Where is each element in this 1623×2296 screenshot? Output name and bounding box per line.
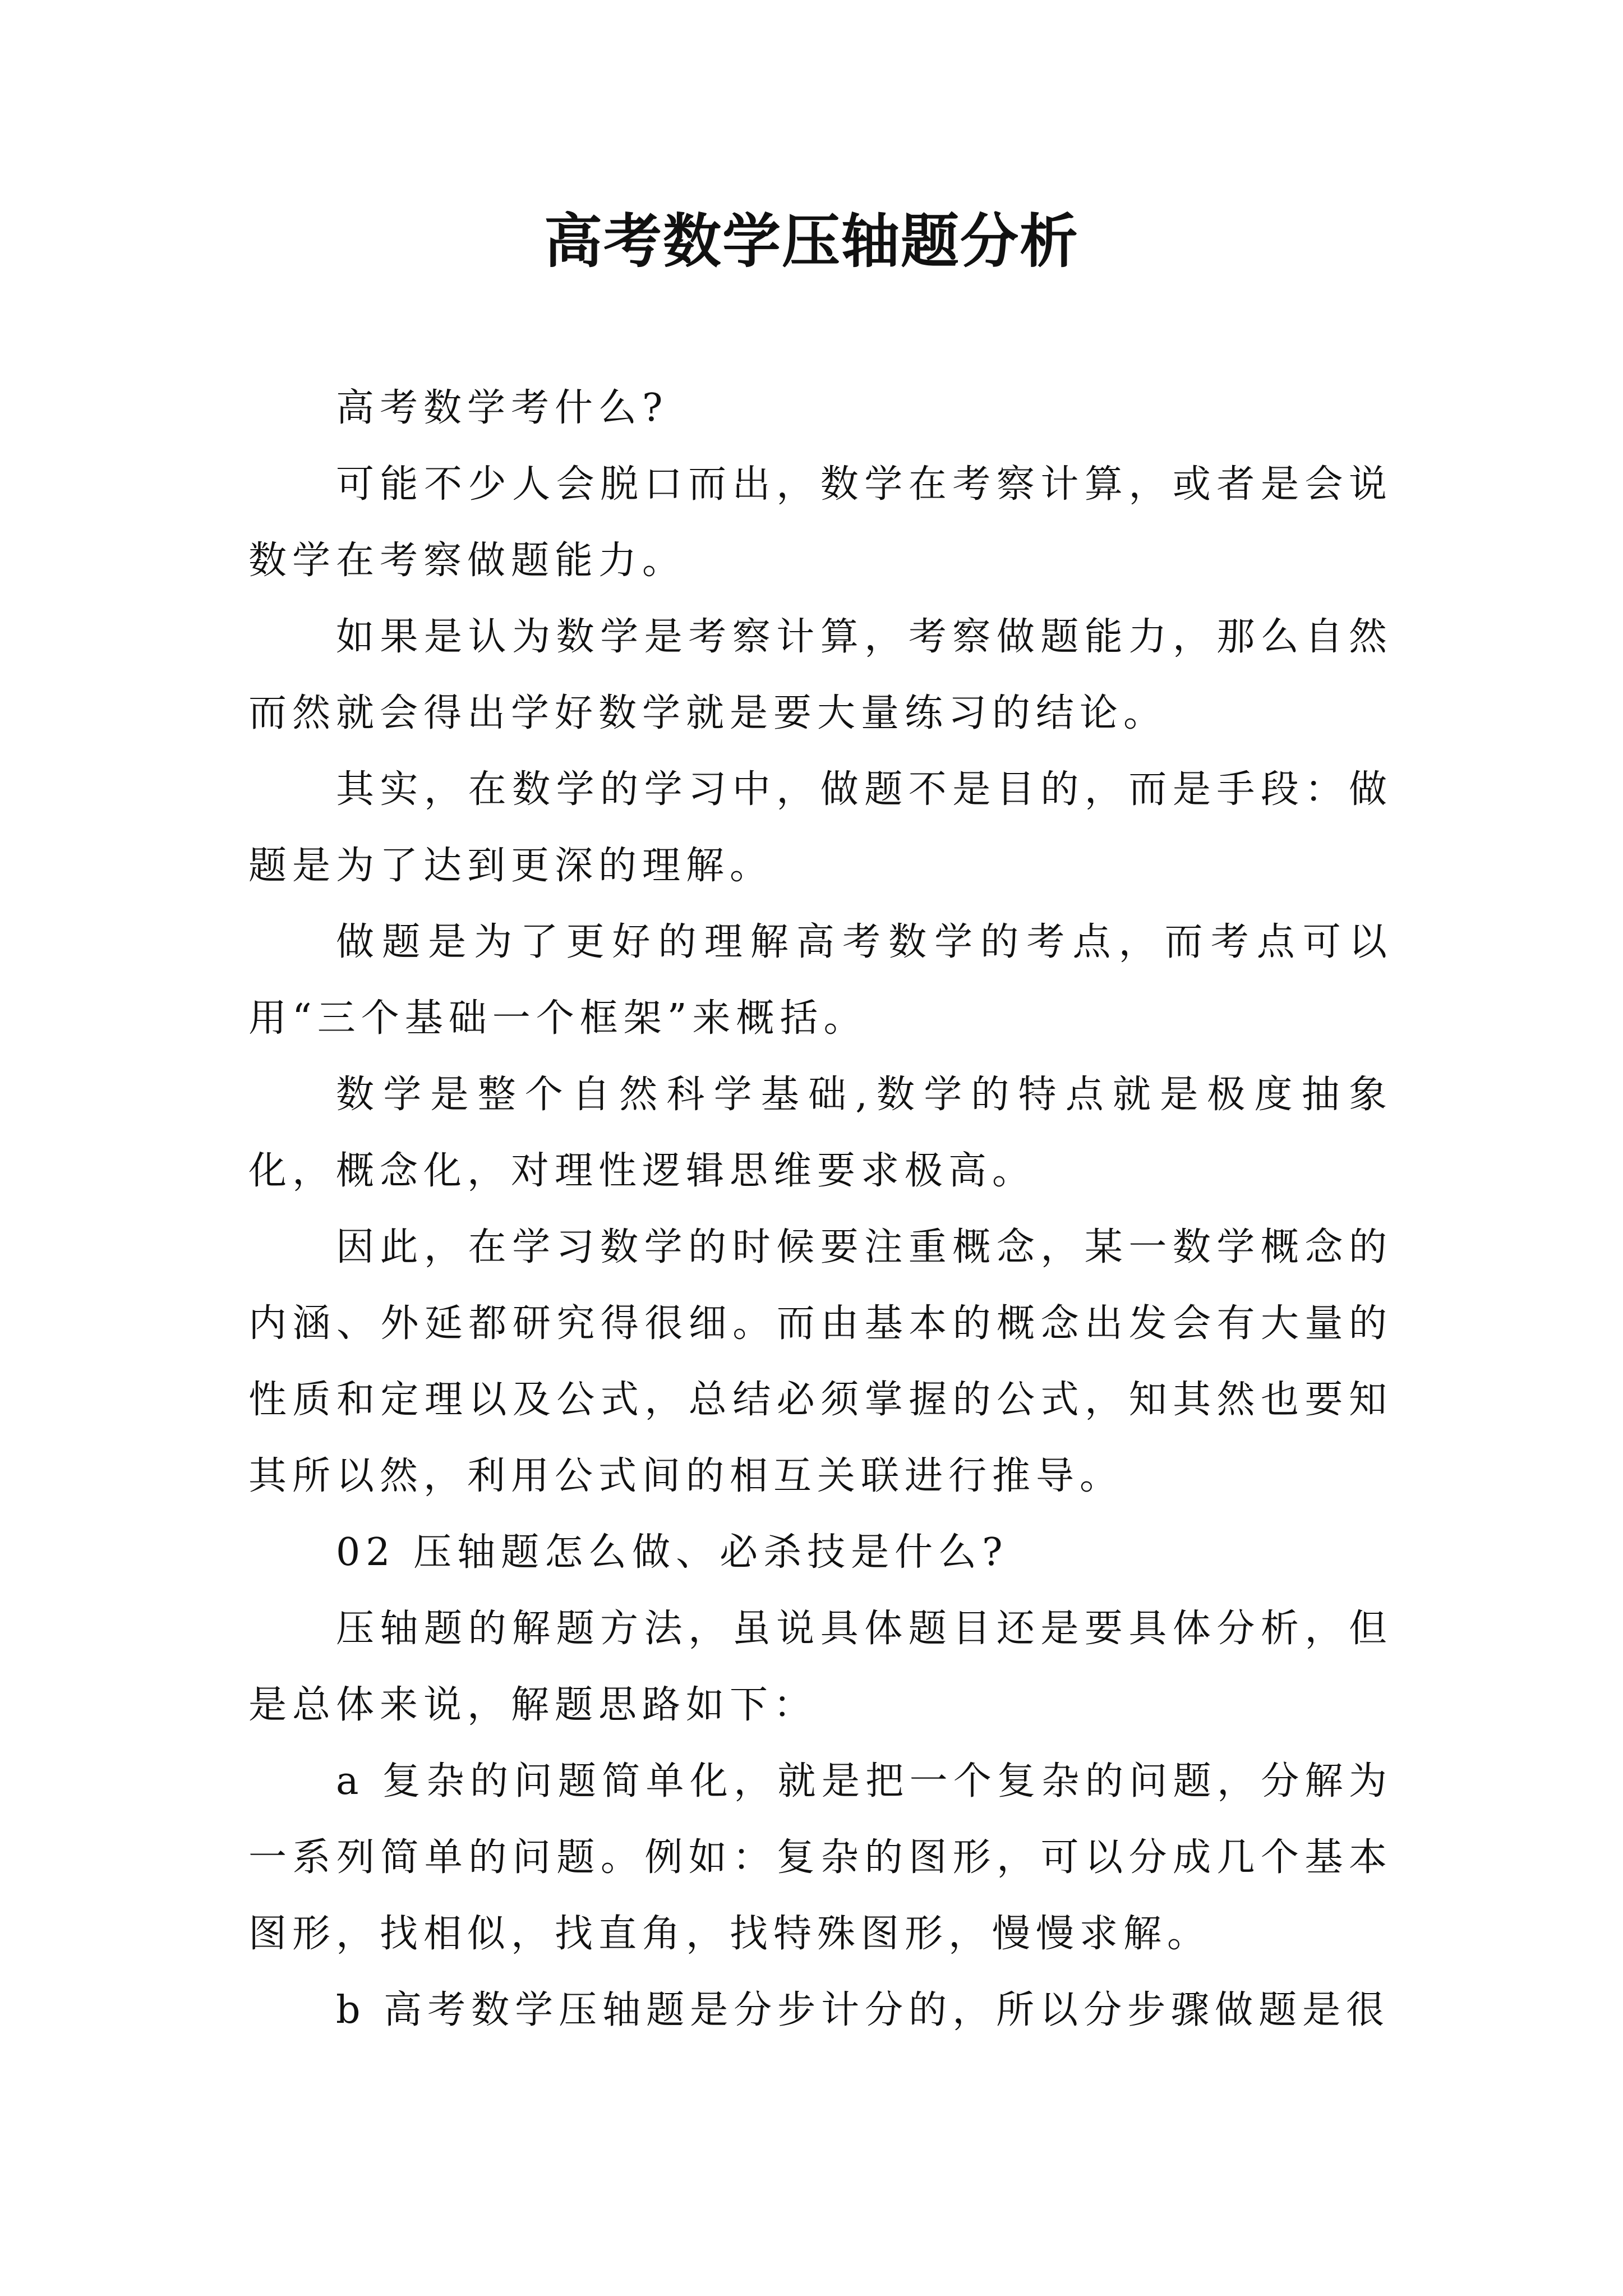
document-body: [248, 370, 1393, 2049]
paragraph: 高考数学考什么?: [336, 386, 668, 430]
document-title: 高考数学压轴题分析: [543, 206, 1079, 275]
paragraph: 做题是为了更好的理解高考数学的考点，而考点可以用“三个基础一个框架”来概括。: [248, 920, 1393, 1041]
paragraph: 数学是整个自然科学基础,数学的特点就是极度抽象化，概念化，对理性逻辑思维要求极高。: [248, 1073, 1393, 1193]
paragraph: b 高考数学压轴题是分步计分的，所以分步骤做题是很: [336, 1988, 1390, 2032]
paragraph: 因此，在学习数学的时候要注重概念，某一数学概念的内涵、外延都研究得很细。而由基本的概念出发会有大量的性质和定理以及公式，总结必须掌握的公式，知其然也要知其所以然，利用公式间的相互关联进行推导。: [248, 1225, 1393, 1498]
paragraph: 可能不少人会脱口而出，数学在考察计算，或者是会说数学在考察做题能力。: [248, 462, 1393, 583]
paragraph: 02 压轴题怎么做、必杀技是什么?: [336, 1530, 1008, 1575]
paragraph: 如果是认为数学是考察计算，考察做题能力，那么自然而然就会得出学好数学就是要大量练习的结论。: [248, 615, 1393, 735]
paragraph: a 复杂的问题简单化，就是把一个复杂的问题，分解为一系列简单的问题。例如：复杂的图形，可以分成几个基本图形，找相似，找直角，找特殊图形，慢慢求解。: [248, 1759, 1393, 1956]
paragraph: 压轴题的解题方法，虽说具体题目还是要具体分析，但是总体来说，解题思路如下：: [248, 1607, 1393, 1727]
paragraph: 其实，在数学的学习中，做题不是目的，而是手段：做题是为了达到更深的理解。: [248, 767, 1393, 888]
